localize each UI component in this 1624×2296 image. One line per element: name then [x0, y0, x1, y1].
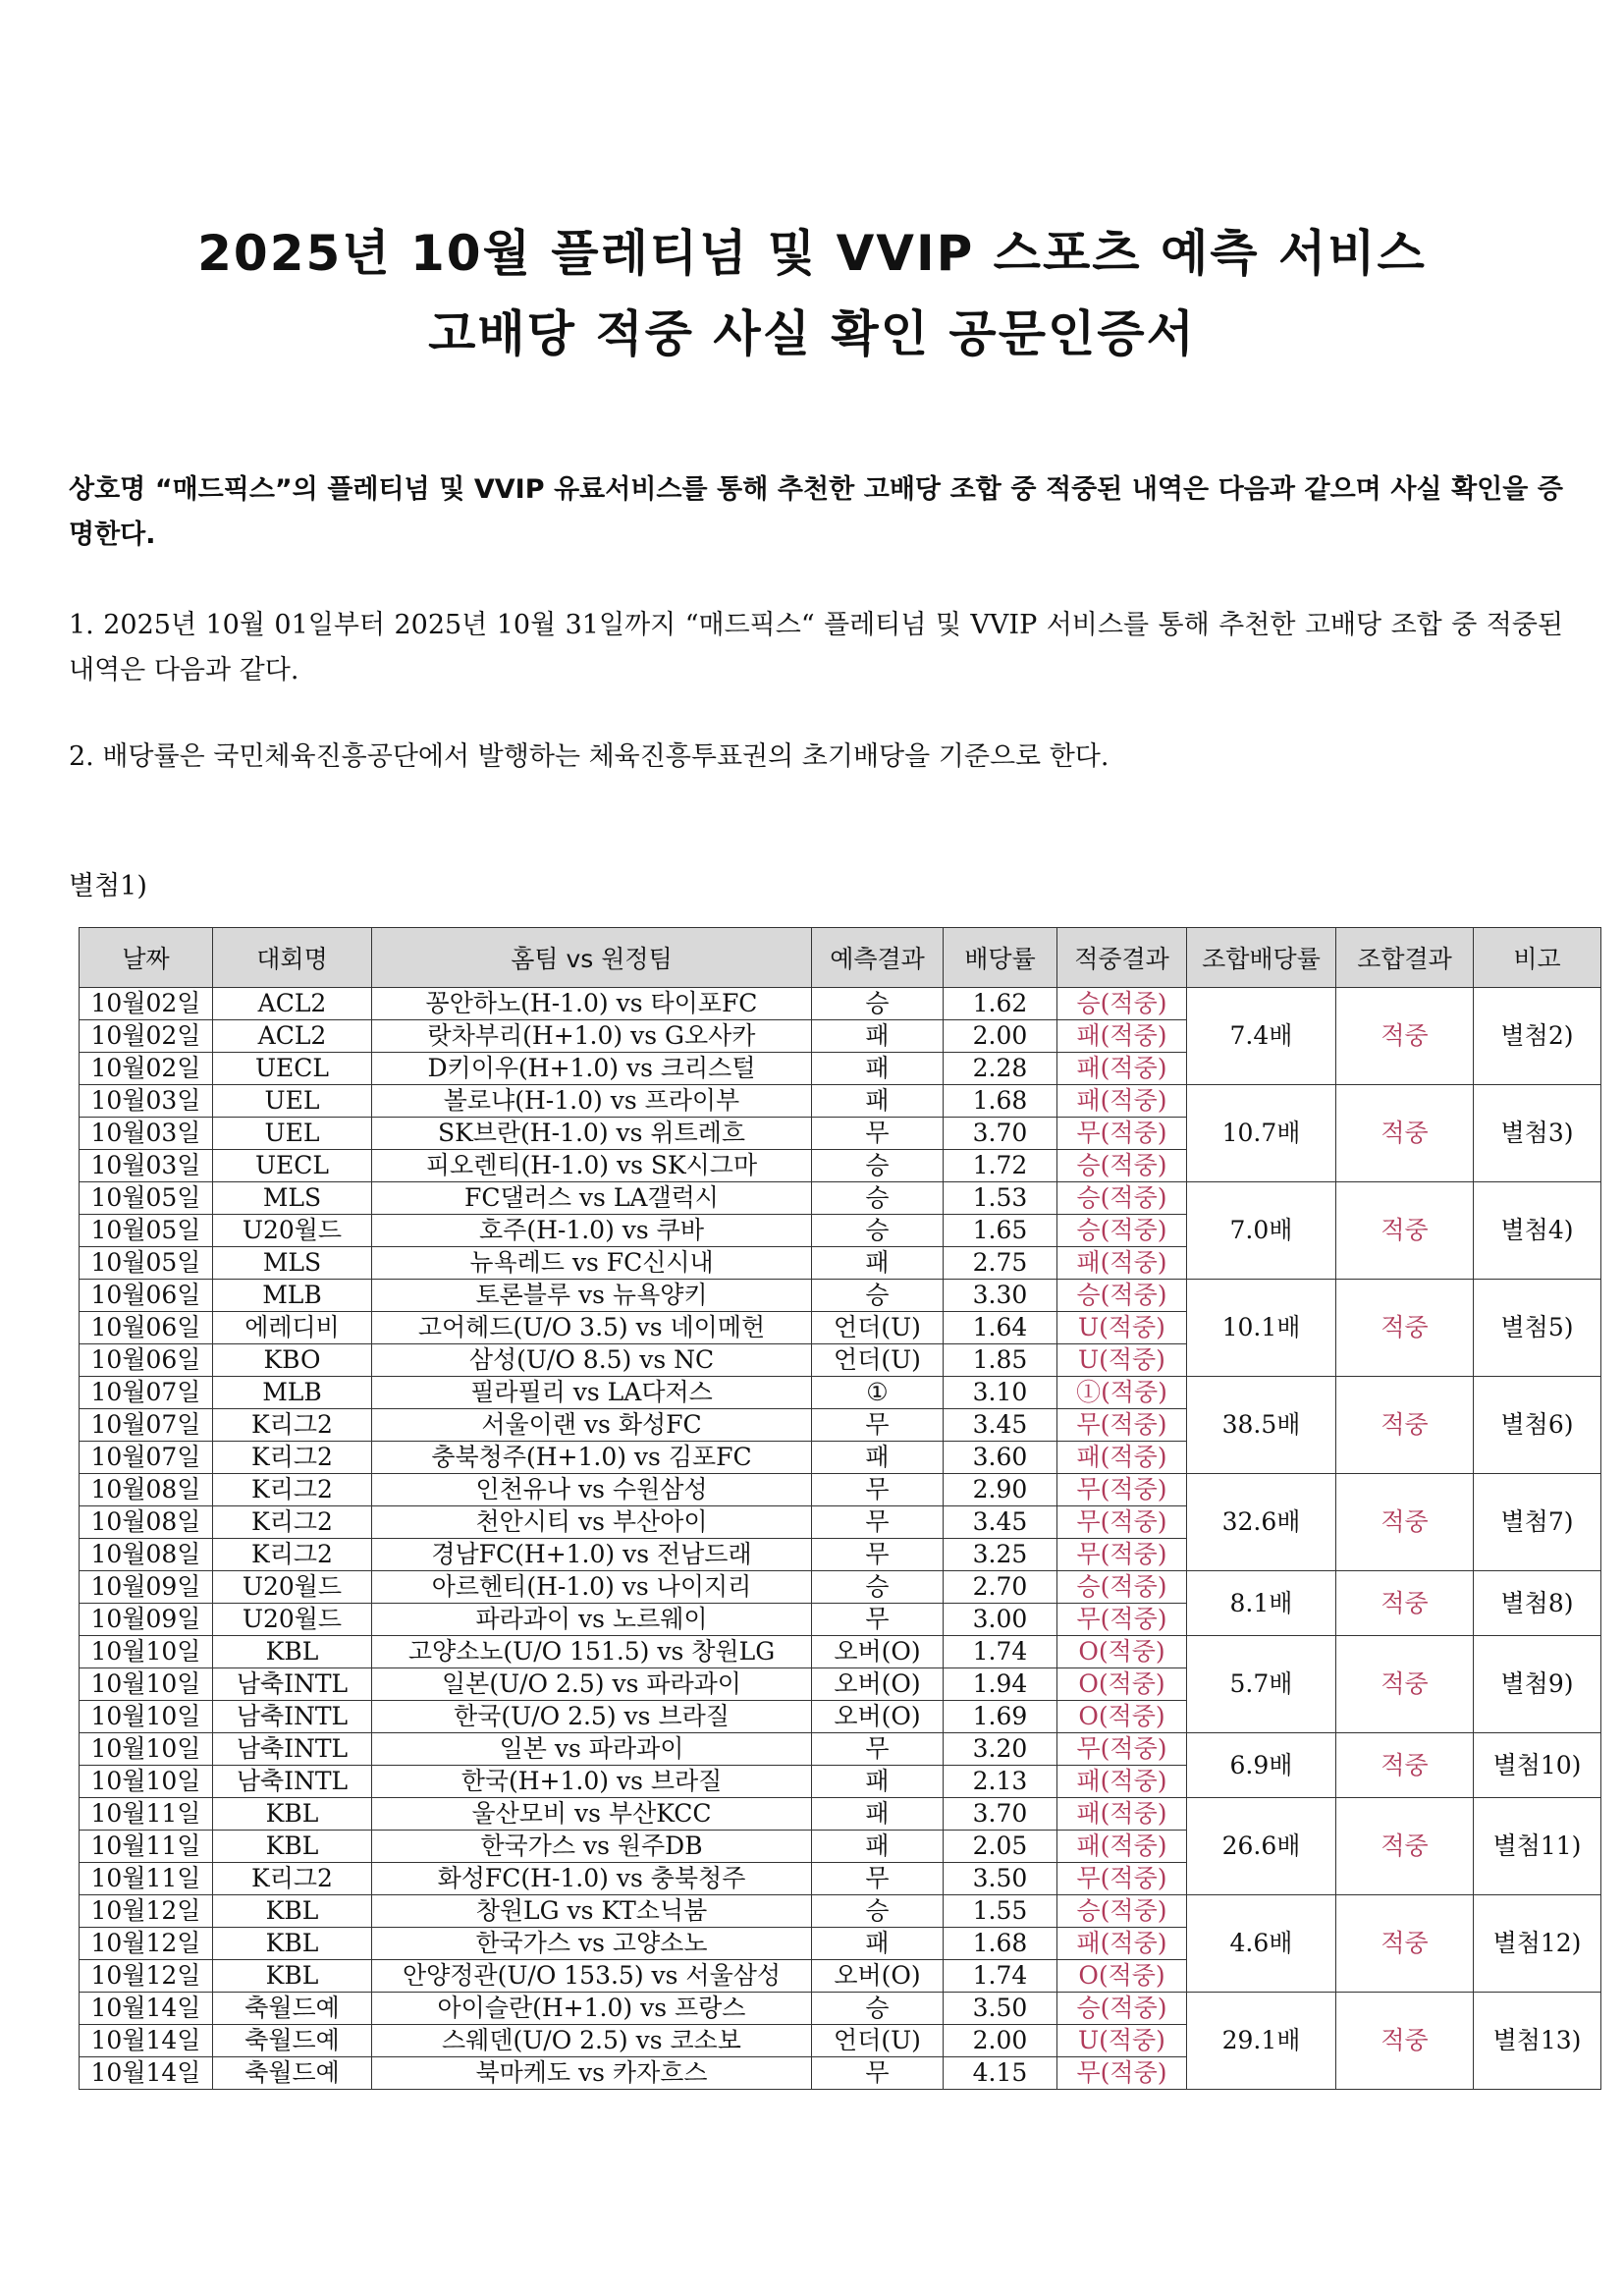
header-odds: 배당률: [944, 928, 1057, 988]
table-row: [80, 1636, 1601, 1668]
cell-league: 축월드예: [213, 1993, 372, 2025]
cell-match: 아이슬란(H+1.0) vs 프랑스: [372, 1993, 812, 2025]
table-row: [80, 1182, 1601, 1215]
cell-pick: 언더(U): [812, 1344, 944, 1377]
cell-pick: 무: [812, 1539, 944, 1571]
cell-pick: 무: [812, 1506, 944, 1539]
cell-date: 10월03일: [80, 1118, 213, 1150]
cell-league: 남축INTL: [213, 1733, 372, 1766]
cell-odds: 3.50: [944, 1993, 1057, 2025]
cell-league: MLB: [213, 1377, 372, 1409]
cell-league: K리그2: [213, 1409, 372, 1442]
cell-league: UEL: [213, 1118, 372, 1150]
table-row: [80, 988, 1601, 1020]
table-row: [80, 1895, 1601, 1928]
cell-result: 승(적중): [1057, 1150, 1187, 1182]
cell-league: ACL2: [213, 1020, 372, 1053]
cell-pick: 패: [812, 1442, 944, 1474]
cell-result: 승(적중): [1057, 1895, 1187, 1928]
cell-pick: 승: [812, 988, 944, 1020]
cell-date: 10월07일: [80, 1442, 213, 1474]
cell-match: 일본(U/O 2.5) vs 파라과이: [372, 1668, 812, 1701]
cell-match: 꽁안하노(H-1.0) vs 타이포FC: [372, 988, 812, 1020]
cell-result: 무(적중): [1057, 1863, 1187, 1895]
cell-pick: 무: [812, 1863, 944, 1895]
cell-match: 파라과이 vs 노르웨이: [372, 1604, 812, 1636]
cell-date: 10월11일: [80, 1831, 213, 1863]
cell-league: KBL: [213, 1895, 372, 1928]
cell-pick: 무: [812, 1474, 944, 1506]
cell-odds: 1.94: [944, 1668, 1057, 1701]
cell-league: 남축INTL: [213, 1701, 372, 1733]
cell-note: 별첨3): [1474, 1085, 1601, 1182]
header-note: 비고: [1474, 928, 1601, 988]
cell-match: D키이우(H+1.0) vs 크리스털: [372, 1053, 812, 1085]
cell-combo-odds: 38.5배: [1187, 1377, 1336, 1474]
cell-odds: 2.28: [944, 1053, 1057, 1085]
attachment-label: 별첨1): [69, 871, 147, 902]
cell-pick: 패: [812, 1831, 944, 1863]
cell-date: 10월08일: [80, 1506, 213, 1539]
cell-result: U(적중): [1057, 1312, 1187, 1344]
results-table-body: [80, 988, 1601, 2090]
cell-combo-result: 적중: [1336, 1733, 1474, 1798]
table-row: [80, 1474, 1601, 1506]
cell-match: 창원LG vs KT소닉붐: [372, 1895, 812, 1928]
table-row: [80, 1733, 1601, 1766]
cell-result: O(적중): [1057, 1701, 1187, 1733]
cell-league: 에레디비: [213, 1312, 372, 1344]
header-combo-result: 조합결과: [1336, 928, 1474, 988]
cell-league: 축월드예: [213, 2025, 372, 2057]
cell-result: 무(적중): [1057, 1539, 1187, 1571]
cell-odds: 4.15: [944, 2057, 1057, 2090]
cell-match: 토론블루 vs 뉴욕양키: [372, 1280, 812, 1312]
header-match: 홈팀 vs 원정팀: [372, 928, 812, 988]
cell-result: 승(적중): [1057, 1215, 1187, 1247]
cell-result: 승(적중): [1057, 1280, 1187, 1312]
cell-odds: 3.25: [944, 1539, 1057, 1571]
cell-date: 10월05일: [80, 1247, 213, 1280]
header-league: 대회명: [213, 928, 372, 988]
cell-date: 10월11일: [80, 1798, 213, 1831]
cell-pick: ①: [812, 1377, 944, 1409]
cell-result: 승(적중): [1057, 1182, 1187, 1215]
cell-result: 무(적중): [1057, 1118, 1187, 1150]
cell-pick: 패: [812, 1766, 944, 1798]
cell-league: MLS: [213, 1247, 372, 1280]
cell-result: 패(적중): [1057, 1766, 1187, 1798]
cell-date: 10월12일: [80, 1895, 213, 1928]
cell-date: 10월08일: [80, 1539, 213, 1571]
cell-date: 10월10일: [80, 1636, 213, 1668]
cell-pick: 무: [812, 1733, 944, 1766]
cell-match: 울산모비 vs 부산KCC: [372, 1798, 812, 1831]
cell-note: 별첨12): [1474, 1895, 1601, 1993]
cell-match: 천안시티 vs 부산아이: [372, 1506, 812, 1539]
cell-date: 10월08일: [80, 1474, 213, 1506]
cell-combo-result: 적중: [1336, 1182, 1474, 1280]
cell-odds: 2.70: [944, 1571, 1057, 1604]
cell-combo-odds: 26.6배: [1187, 1798, 1336, 1895]
cell-result: U(적중): [1057, 2025, 1187, 2057]
cell-note: 별첨2): [1474, 988, 1601, 1085]
item-1-paragraph: 1. 2025년 10월 01일부터 2025년 10월 31일까지 “매드픽스“ 플레티넘 및 VVIP 서비스를 통해 추천한 고배당 조합 중 적중된 내역은 다음과 같다.: [69, 610, 1563, 685]
cell-match: 충북청주(H+1.0) vs 김포FC: [372, 1442, 812, 1474]
cell-odds: 2.13: [944, 1766, 1057, 1798]
cell-combo-odds: 7.4배: [1187, 988, 1336, 1085]
cell-league: KBO: [213, 1344, 372, 1377]
cell-result: 승(적중): [1057, 1993, 1187, 2025]
cell-note: 별첨4): [1474, 1182, 1601, 1280]
cell-match: 북마케도 vs 카자흐스: [372, 2057, 812, 2090]
cell-date: 10월02일: [80, 988, 213, 1020]
cell-match: 한국(U/O 2.5) vs 브라질: [372, 1701, 812, 1733]
cell-pick: 패: [812, 1928, 944, 1960]
cell-match: 화성FC(H-1.0) vs 충북청주: [372, 1863, 812, 1895]
cell-league: MLB: [213, 1280, 372, 1312]
cell-odds: 1.62: [944, 988, 1057, 1020]
cell-pick: 오버(O): [812, 1701, 944, 1733]
cell-league: K리그2: [213, 1539, 372, 1571]
cell-pick: 언더(U): [812, 1312, 944, 1344]
cell-odds: 2.00: [944, 1020, 1057, 1053]
cell-date: 10월11일: [80, 1863, 213, 1895]
cell-match: 스웨덴(U/O 2.5) vs 코소보: [372, 2025, 812, 2057]
cell-odds: 3.30: [944, 1280, 1057, 1312]
cell-odds: 1.65: [944, 1215, 1057, 1247]
cell-note: 별첨7): [1474, 1474, 1601, 1571]
table-row: [80, 1993, 1601, 2025]
cell-odds: 3.70: [944, 1798, 1057, 1831]
cell-league: U20월드: [213, 1604, 372, 1636]
cell-pick: 패: [812, 1053, 944, 1085]
cell-odds: 1.74: [944, 1636, 1057, 1668]
header-result: 적중결과: [1057, 928, 1187, 988]
cell-result: 패(적중): [1057, 1442, 1187, 1474]
cell-odds: 3.20: [944, 1733, 1057, 1766]
cell-result: 승(적중): [1057, 1571, 1187, 1604]
cell-league: 남축INTL: [213, 1766, 372, 1798]
cell-pick: 언더(U): [812, 2025, 944, 2057]
cell-match: 한국가스 vs 고양소노: [372, 1928, 812, 1960]
cell-pick: 오버(O): [812, 1668, 944, 1701]
cell-result: 패(적중): [1057, 1085, 1187, 1118]
cell-pick: 승: [812, 1895, 944, 1928]
cell-date: 10월14일: [80, 2057, 213, 2090]
cell-odds: 3.00: [944, 1604, 1057, 1636]
cell-result: 패(적중): [1057, 1053, 1187, 1085]
cell-date: 10월10일: [80, 1733, 213, 1766]
cell-date: 10월06일: [80, 1344, 213, 1377]
cell-league: 축월드예: [213, 2057, 372, 2090]
cell-date: 10월10일: [80, 1701, 213, 1733]
cell-match: 인천유나 vs 수원삼성: [372, 1474, 812, 1506]
cell-odds: 1.72: [944, 1150, 1057, 1182]
cell-league: MLS: [213, 1182, 372, 1215]
cell-result: 패(적중): [1057, 1020, 1187, 1053]
cell-pick: 패: [812, 1085, 944, 1118]
cell-odds: 1.74: [944, 1960, 1057, 1993]
table-header-row: [80, 928, 1601, 988]
cell-combo-result: 적중: [1336, 1798, 1474, 1895]
cell-combo-odds: 10.7배: [1187, 1085, 1336, 1182]
cell-pick: 승: [812, 1571, 944, 1604]
intro-paragraph: 상호명 “매드픽스”의 플레티넘 및 VVIP 유료서비스를 통해 추천한 고배당 조합 중 적중된 내역은 다음과 같으며 사실 확인을 증명한다.: [69, 474, 1563, 550]
cell-league: KBL: [213, 1831, 372, 1863]
cell-result: 무(적중): [1057, 2057, 1187, 2090]
cell-result: O(적중): [1057, 1960, 1187, 1993]
header-pick: 예측결과: [812, 928, 944, 988]
cell-pick: 패: [812, 1798, 944, 1831]
cell-odds: 1.68: [944, 1085, 1057, 1118]
cell-odds: 2.05: [944, 1831, 1057, 1863]
cell-combo-odds: 6.9배: [1187, 1733, 1336, 1798]
cell-league: KBL: [213, 1636, 372, 1668]
cell-date: 10월02일: [80, 1053, 213, 1085]
cell-match: 일본 vs 파라과이: [372, 1733, 812, 1766]
cell-combo-odds: 7.0배: [1187, 1182, 1336, 1280]
cell-date: 10월12일: [80, 1928, 213, 1960]
header-combo-odds: 조합배당률: [1187, 928, 1336, 988]
cell-odds: 2.75: [944, 1247, 1057, 1280]
cell-date: 10월06일: [80, 1312, 213, 1344]
cell-league: UECL: [213, 1053, 372, 1085]
cell-match: 경남FC(H+1.0) vs 전남드래: [372, 1539, 812, 1571]
cell-date: 10월14일: [80, 2025, 213, 2057]
cell-date: 10월02일: [80, 1020, 213, 1053]
results-table: [79, 927, 1601, 2090]
item-2-paragraph: 2. 배당률은 국민체육진흥공단에서 발행하는 체육진흥투표권의 초기배당을 기준으로 한다.: [69, 741, 1110, 772]
cell-league: K리그2: [213, 1863, 372, 1895]
cell-pick: 승: [812, 1993, 944, 2025]
cell-combo-odds: 8.1배: [1187, 1571, 1336, 1636]
cell-combo-result: 적중: [1336, 1474, 1474, 1571]
document-title-line1: 2025년 10월 플레티넘 및 VVIP 스포츠 예측 서비스: [197, 225, 1427, 282]
cell-odds: 3.50: [944, 1863, 1057, 1895]
cell-note: 별첨9): [1474, 1636, 1601, 1733]
cell-match: 볼로냐(H-1.0) vs 프라이부: [372, 1085, 812, 1118]
cell-combo-result: 적중: [1336, 1993, 1474, 2090]
cell-match: 호주(H-1.0) vs 쿠바: [372, 1215, 812, 1247]
cell-odds: 1.53: [944, 1182, 1057, 1215]
cell-odds: 2.90: [944, 1474, 1057, 1506]
cell-result: O(적중): [1057, 1636, 1187, 1668]
cell-result: 무(적중): [1057, 1733, 1187, 1766]
cell-pick: 승: [812, 1182, 944, 1215]
header-date: 날짜: [80, 928, 213, 988]
cell-result: ①(적중): [1057, 1377, 1187, 1409]
cell-odds: 2.00: [944, 2025, 1057, 2057]
cell-match: 필라필리 vs LA다저스: [372, 1377, 812, 1409]
table-row: [80, 1798, 1601, 1831]
cell-pick: 무: [812, 2057, 944, 2090]
cell-result: U(적중): [1057, 1344, 1187, 1377]
cell-date: 10월07일: [80, 1377, 213, 1409]
table-row: [80, 1571, 1601, 1604]
cell-match: 랏차부리(H+1.0) vs G오사카: [372, 1020, 812, 1053]
cell-note: 별첨11): [1474, 1798, 1601, 1895]
cell-result: 패(적중): [1057, 1831, 1187, 1863]
cell-league: K리그2: [213, 1506, 372, 1539]
cell-pick: 오버(O): [812, 1636, 944, 1668]
cell-odds: 3.10: [944, 1377, 1057, 1409]
cell-combo-result: 적중: [1336, 1377, 1474, 1474]
cell-league: KBL: [213, 1798, 372, 1831]
cell-match: 한국(H+1.0) vs 브라질: [372, 1766, 812, 1798]
cell-date: 10월14일: [80, 1993, 213, 2025]
cell-odds: 1.68: [944, 1928, 1057, 1960]
cell-combo-odds: 4.6배: [1187, 1895, 1336, 1993]
cell-combo-result: 적중: [1336, 1895, 1474, 1993]
cell-match: 아르헨티(H-1.0) vs 나이지리: [372, 1571, 812, 1604]
cell-league: ACL2: [213, 988, 372, 1020]
cell-combo-result: 적중: [1336, 1085, 1474, 1182]
cell-league: KBL: [213, 1928, 372, 1960]
cell-note: 별첨5): [1474, 1280, 1601, 1377]
cell-date: 10월10일: [80, 1766, 213, 1798]
table-row: [80, 1280, 1601, 1312]
cell-note: 별첨13): [1474, 1993, 1601, 2090]
cell-odds: 3.45: [944, 1506, 1057, 1539]
cell-date: 10월06일: [80, 1280, 213, 1312]
cell-result: 무(적중): [1057, 1409, 1187, 1442]
cell-match: SK브란(H-1.0) vs 위트레흐: [372, 1118, 812, 1150]
cell-date: 10월05일: [80, 1215, 213, 1247]
cell-pick: 무: [812, 1409, 944, 1442]
cell-result: 패(적중): [1057, 1798, 1187, 1831]
cell-league: K리그2: [213, 1474, 372, 1506]
cell-date: 10월12일: [80, 1960, 213, 1993]
cell-pick: 무: [812, 1118, 944, 1150]
cell-combo-odds: 5.7배: [1187, 1636, 1336, 1733]
cell-pick: 오버(O): [812, 1960, 944, 1993]
cell-match: 서울이랜 vs 화성FC: [372, 1409, 812, 1442]
cell-odds: 3.60: [944, 1442, 1057, 1474]
cell-pick: 패: [812, 1020, 944, 1053]
cell-odds: 1.55: [944, 1895, 1057, 1928]
cell-combo-odds: 32.6배: [1187, 1474, 1336, 1571]
cell-pick: 패: [812, 1247, 944, 1280]
cell-date: 10월07일: [80, 1409, 213, 1442]
cell-match: FC댈러스 vs LA갤럭시: [372, 1182, 812, 1215]
cell-result: 무(적중): [1057, 1474, 1187, 1506]
cell-date: 10월05일: [80, 1182, 213, 1215]
cell-match: 고양소노(U/O 151.5) vs 창원LG: [372, 1636, 812, 1668]
cell-league: UECL: [213, 1150, 372, 1182]
cell-note: 별첨10): [1474, 1733, 1601, 1798]
cell-note: 별첨8): [1474, 1571, 1601, 1636]
cell-odds: 1.85: [944, 1344, 1057, 1377]
cell-odds: 1.64: [944, 1312, 1057, 1344]
cell-match: 고어헤드(U/O 3.5) vs 네이메헌: [372, 1312, 812, 1344]
cell-match: 뉴욕레드 vs FC신시내: [372, 1247, 812, 1280]
cell-date: 10월09일: [80, 1604, 213, 1636]
cell-match: 한국가스 vs 원주DB: [372, 1831, 812, 1863]
cell-league: KBL: [213, 1960, 372, 1993]
cell-note: 별첨6): [1474, 1377, 1601, 1474]
cell-league: UEL: [213, 1085, 372, 1118]
cell-league: K리그2: [213, 1442, 372, 1474]
cell-match: 삼성(U/O 8.5) vs NC: [372, 1344, 812, 1377]
cell-pick: 승: [812, 1280, 944, 1312]
cell-date: 10월09일: [80, 1571, 213, 1604]
cell-pick: 무: [812, 1604, 944, 1636]
cell-match: 피오렌티(H-1.0) vs SK시그마: [372, 1150, 812, 1182]
cell-league: U20월드: [213, 1571, 372, 1604]
cell-date: 10월03일: [80, 1085, 213, 1118]
cell-combo-odds: 10.1배: [1187, 1280, 1336, 1377]
cell-league: 남축INTL: [213, 1668, 372, 1701]
cell-match: 안양정관(U/O 153.5) vs 서울삼성: [372, 1960, 812, 1993]
cell-league: U20월드: [213, 1215, 372, 1247]
cell-odds: 3.45: [944, 1409, 1057, 1442]
cell-date: 10월10일: [80, 1668, 213, 1701]
table-row: [80, 1085, 1601, 1118]
cell-combo-result: 적중: [1336, 1636, 1474, 1733]
cell-pick: 승: [812, 1150, 944, 1182]
cell-result: 무(적중): [1057, 1604, 1187, 1636]
cell-result: O(적중): [1057, 1668, 1187, 1701]
cell-combo-result: 적중: [1336, 1571, 1474, 1636]
cell-result: 무(적중): [1057, 1506, 1187, 1539]
table-row: [80, 1377, 1601, 1409]
cell-result: 패(적중): [1057, 1247, 1187, 1280]
cell-result: 승(적중): [1057, 988, 1187, 1020]
cell-combo-result: 적중: [1336, 1280, 1474, 1377]
cell-combo-odds: 29.1배: [1187, 1993, 1336, 2090]
cell-result: 패(적중): [1057, 1928, 1187, 1960]
cell-odds: 3.70: [944, 1118, 1057, 1150]
cell-date: 10월03일: [80, 1150, 213, 1182]
document-title-line2: 고배당 적중 사실 확인 공문인증서: [428, 305, 1196, 362]
cell-pick: 승: [812, 1215, 944, 1247]
cell-odds: 1.69: [944, 1701, 1057, 1733]
cell-combo-result: 적중: [1336, 988, 1474, 1085]
